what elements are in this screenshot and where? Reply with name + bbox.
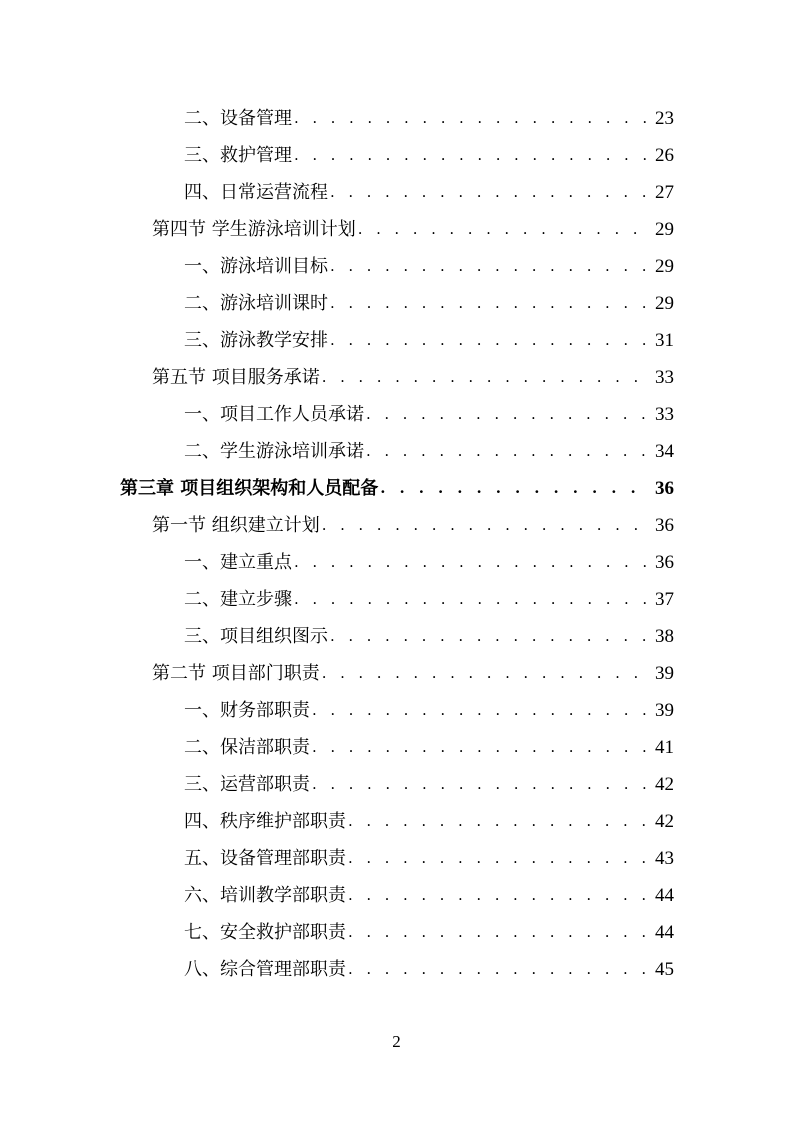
dot-leader <box>366 403 649 426</box>
toc-entry-label: 第四节 学生游泳培训计划 <box>152 219 356 240</box>
dot-leader <box>294 551 649 574</box>
toc-entry-label: 二、游泳培训课时 <box>184 293 328 314</box>
toc-entry-label: 第一节 组织建立计划 <box>152 515 320 536</box>
toc-entry-page: 23 <box>655 108 674 129</box>
toc-entry-label: 二、保洁部职责 <box>184 737 310 758</box>
toc-section-entry[interactable] <box>152 507 674 537</box>
toc-section-entry[interactable] <box>152 359 674 389</box>
toc-entry-label: 三、运营部职责 <box>184 774 310 795</box>
toc-entry-label: 一、建立重点 <box>184 552 292 573</box>
dot-leader <box>330 181 649 204</box>
toc-entry-label: 七、安全救护部职责 <box>184 922 346 943</box>
toc-chapter-entry[interactable] <box>120 470 674 500</box>
toc-entry[interactable] <box>184 803 674 833</box>
dot-leader <box>294 107 649 130</box>
toc-entry-label: 二、学生游泳培训承诺 <box>184 441 364 462</box>
toc-entry-label: 六、培训教学部职责 <box>184 885 346 906</box>
page-number: 2 <box>392 1032 401 1051</box>
dot-leader <box>312 736 649 759</box>
dot-leader <box>348 810 649 833</box>
toc-entry[interactable] <box>184 914 674 944</box>
dot-leader <box>322 366 649 389</box>
toc-entry[interactable] <box>184 729 674 759</box>
toc-entry-page: 42 <box>655 811 674 832</box>
toc-entry-label: 第五节 项目服务承诺 <box>152 367 320 388</box>
toc-entry[interactable] <box>184 581 674 611</box>
dot-leader <box>330 255 649 278</box>
toc-entry-page: 39 <box>655 663 674 684</box>
toc-entry-page: 27 <box>655 182 674 203</box>
dot-leader <box>312 699 649 722</box>
toc-entry-label: 一、财务部职责 <box>184 700 310 721</box>
dot-leader <box>330 329 649 352</box>
toc-entry[interactable] <box>184 544 674 574</box>
toc-entry[interactable] <box>184 951 674 981</box>
toc-section-entry[interactable] <box>152 211 674 241</box>
toc-entry[interactable] <box>184 618 674 648</box>
toc-entry[interactable] <box>184 248 674 278</box>
dot-leader <box>322 514 649 537</box>
dot-leader <box>366 440 649 463</box>
toc-entry-page: 36 <box>655 552 674 573</box>
toc-entry[interactable] <box>184 877 674 907</box>
toc-entry[interactable] <box>184 174 674 204</box>
toc-entry-page: 44 <box>655 885 674 906</box>
dot-leader <box>294 588 649 611</box>
toc-entry-label: 第三章 项目组织架构和人员配备 <box>120 478 379 499</box>
toc-entry-page: 36 <box>655 478 674 499</box>
toc-entry-label: 四、秩序维护部职责 <box>184 811 346 832</box>
toc-entry-page: 29 <box>655 293 674 314</box>
toc-entry-label: 三、项目组织图示 <box>184 626 328 647</box>
toc-entry-label: 三、救护管理 <box>184 145 292 166</box>
dot-leader <box>312 773 649 796</box>
dot-leader <box>348 847 649 870</box>
dot-leader <box>330 625 649 648</box>
toc-entry-page: 29 <box>655 256 674 277</box>
dot-leader <box>358 218 649 241</box>
dot-leader <box>380 477 649 500</box>
toc-entry[interactable] <box>184 285 674 315</box>
toc-entry[interactable] <box>184 322 674 352</box>
toc-entry-page: 26 <box>655 145 674 166</box>
toc-entry-label: 八、综合管理部职责 <box>184 959 346 980</box>
toc-entry-page: 38 <box>655 626 674 647</box>
toc-entry-page: 45 <box>655 959 674 980</box>
dot-leader <box>348 958 649 981</box>
dot-leader <box>348 884 649 907</box>
toc-entry-label: 一、游泳培训目标 <box>184 256 328 277</box>
toc-entry-label: 五、设备管理部职责 <box>184 848 346 869</box>
toc-entry-page: 34 <box>655 441 674 462</box>
toc-entry-label: 四、日常运营流程 <box>184 182 328 203</box>
toc-entry[interactable] <box>184 692 674 722</box>
toc-section-entry[interactable] <box>152 655 674 685</box>
toc-entry-label: 第二节 项目部门职责 <box>152 663 320 684</box>
toc-entry[interactable] <box>184 840 674 870</box>
toc-entry-label: 二、设备管理 <box>184 108 292 129</box>
toc-entry[interactable] <box>184 137 674 167</box>
toc-entry-page: 29 <box>655 219 674 240</box>
toc-entry[interactable] <box>184 433 674 463</box>
toc-entry-page: 39 <box>655 700 674 721</box>
toc-entry-label: 一、项目工作人员承诺 <box>184 404 364 425</box>
dot-leader <box>294 144 649 167</box>
toc-entry-page: 41 <box>655 737 674 758</box>
toc-entry-page: 43 <box>655 848 674 869</box>
toc-entry-label: 二、建立步骤 <box>184 589 292 610</box>
toc-entry-page: 37 <box>655 589 674 610</box>
toc-entry-page: 31 <box>655 330 674 351</box>
dot-leader <box>330 292 649 315</box>
toc-entry-page: 33 <box>655 367 674 388</box>
toc-entry-label: 三、游泳教学安排 <box>184 330 328 351</box>
toc-entry-page: 36 <box>655 515 674 536</box>
dot-leader <box>348 921 649 944</box>
toc-entry-page: 44 <box>655 922 674 943</box>
dot-leader <box>322 662 649 685</box>
toc-entry[interactable] <box>184 766 674 796</box>
toc-entry[interactable] <box>184 100 674 130</box>
toc-entry-page: 33 <box>655 404 674 425</box>
toc-entry[interactable] <box>184 396 674 426</box>
toc-entry-page: 42 <box>655 774 674 795</box>
